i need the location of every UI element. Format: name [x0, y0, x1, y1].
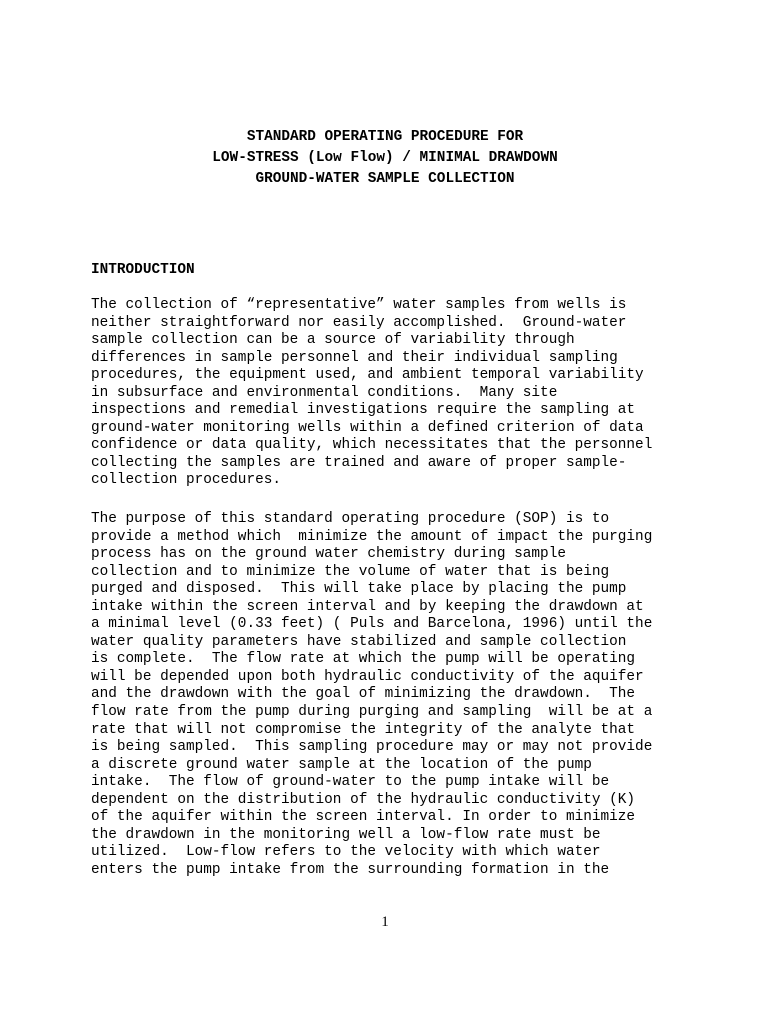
paragraph-line: intake within the screen interval and by keeping the drawdown at [91, 598, 644, 615]
paragraph-line: utilized. Low-flow refers to the velocity with which water [91, 844, 601, 861]
paragraph-line: differences in sample personnel and their individual sampling [91, 349, 618, 366]
paragraph-line: in subsurface and environmental conditions. Many site [91, 384, 558, 401]
document-title [0, 127, 770, 190]
paragraph-line: a discrete ground water sample at the location of the pump [91, 756, 592, 773]
paragraph-line: sample collection can be a source of variability through [91, 332, 575, 349]
paragraph-line: dependent on the distribution of the hydraulic conductivity (K) [91, 791, 636, 808]
paragraph-introduction-1 [91, 297, 701, 490]
paragraph-line: is being sampled. This sampling procedure may or may not provide [91, 739, 653, 756]
section-heading-introduction: INTRODUCTION [91, 262, 195, 278]
paragraph-line: collecting the samples are trained and aware of proper sample- [91, 454, 627, 471]
paragraph-line: inspections and remedial investigations require the sampling at [91, 402, 636, 419]
paragraph-line: provide a method which minimize the amount of impact the purging [91, 528, 653, 545]
title-line: GROUND-WATER SAMPLE COLLECTION [255, 171, 515, 187]
paragraph-line: confidence or data quality, which necessitates that the personnel [91, 437, 653, 454]
paragraph-introduction-2 [91, 511, 701, 879]
paragraph-line: ground-water monitoring wells within a defined criterion of data [91, 419, 644, 436]
title-line: STANDARD OPERATING PROCEDURE FOR [246, 129, 524, 145]
paragraph-line: a minimal level (0.33 feet) ( Puls and Barcelona, 1996) until the [91, 616, 653, 633]
paragraph-line: collection and to minimize the volume of water that is being [91, 563, 610, 580]
paragraph-line: is complete. The flow rate at which the pump will be operating [91, 651, 636, 668]
page-number: 1 [381, 914, 389, 930]
paragraph-line: The purpose of this standard operating procedure (SOP) is to [91, 511, 610, 527]
paragraph-line: the drawdown in the monitoring well a low-flow rate must be [91, 826, 601, 843]
paragraph-line: procedures, the equipment used, and ambient temporal variability [91, 367, 644, 384]
title-line: LOW-STRESS (Low Flow) / MINIMAL DRAWDOWN [212, 150, 558, 166]
paragraph-line: will be depended upon both hydraulic conductivity of the aquifer [91, 668, 644, 685]
paragraph-line: The collection of “representative” water samples from wells is [91, 297, 627, 313]
paragraph-line: enters the pump intake from the surrounding formation in the [91, 861, 610, 878]
paragraph-line: intake. The flow of ground-water to the pump intake will be [91, 774, 610, 791]
paragraph-line: neither straightforward nor easily accomplished. Ground-water [91, 314, 627, 331]
paragraph-line: and the drawdown with the goal of minimizing the drawdown. The [91, 686, 636, 703]
paragraph-line: water quality parameters have stabilized and sample collection [91, 633, 627, 650]
paragraph-line: process has on the ground water chemistry during sample [91, 546, 566, 563]
paragraph-line: purged and disposed. This will take place by placing the pump [91, 581, 627, 598]
paragraph-line: of the aquifer within the screen interval. In order to minimize [91, 809, 636, 826]
paragraph-line: collection procedures. [91, 472, 281, 489]
paragraph-line: rate that will not compromise the integrity of the analyte that [91, 721, 636, 738]
paragraph-line: flow rate from the pump during purging and sampling will be at a [91, 704, 653, 721]
